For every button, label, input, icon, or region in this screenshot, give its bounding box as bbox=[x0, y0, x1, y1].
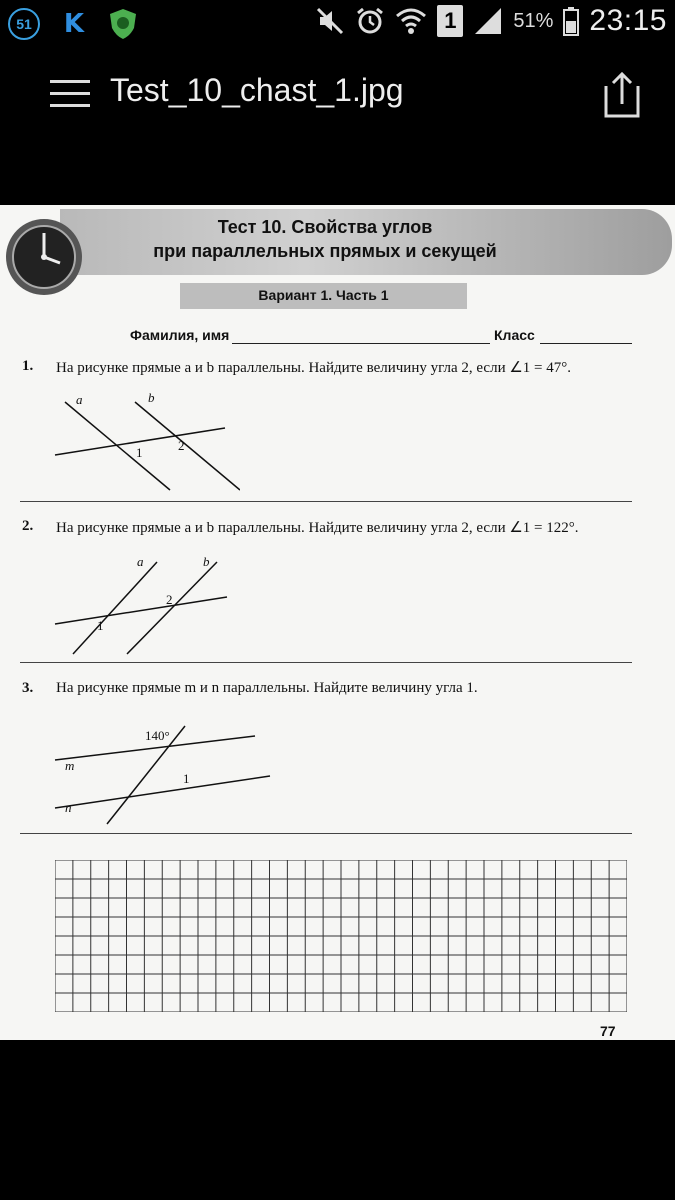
separator bbox=[20, 662, 632, 663]
separator bbox=[20, 501, 632, 502]
question-1-figure bbox=[40, 390, 240, 500]
separator bbox=[20, 833, 632, 834]
battery-percent: 51% bbox=[513, 9, 554, 32]
question-1-number: 1. bbox=[22, 358, 34, 374]
status-bar bbox=[0, 0, 675, 48]
file-title: Test_10_chast_1.jpg bbox=[110, 72, 404, 108]
q2-line-a-label: a bbox=[137, 554, 144, 569]
question-3-text: На рисунке прямые m и n параллельны. Найдите величину угла 1. bbox=[56, 680, 478, 696]
document-image[interactable] bbox=[0, 205, 675, 1040]
q1-angle2-label: 2 bbox=[178, 438, 185, 453]
question-2-number: 2. bbox=[22, 518, 34, 534]
question-2-figure bbox=[45, 550, 245, 660]
clock-icon bbox=[4, 217, 84, 297]
q2-angle1-label: 1 bbox=[97, 618, 104, 633]
k-app-icon: K bbox=[63, 9, 85, 39]
q1-line-a-label: a bbox=[76, 392, 83, 407]
wifi-icon bbox=[395, 6, 427, 36]
q2-angle2-label: 2 bbox=[166, 592, 173, 607]
q3-angle-given-label: 140° bbox=[145, 728, 170, 743]
question-3-number: 3. bbox=[22, 680, 34, 696]
alarm-icon bbox=[355, 6, 385, 36]
antivirus-shield-icon bbox=[108, 8, 138, 40]
variant-label: Вариант 1. Часть 1 bbox=[258, 287, 389, 303]
name-label: Фамилия, имя bbox=[130, 327, 230, 343]
page-number: 77 bbox=[600, 1023, 616, 1039]
q1-line-b-label: b bbox=[148, 390, 155, 405]
question-2-text: На рисунке прямые a и b параллельны. Найдите величину угла 2, если ∠1 = 122°. bbox=[56, 520, 579, 536]
notification-count-icon: 51 bbox=[8, 8, 40, 40]
name-field-line bbox=[232, 343, 490, 344]
mute-icon bbox=[315, 6, 345, 36]
test-title-line2: при параллельных прямых и секущей bbox=[153, 241, 497, 261]
q2-line-b-label: b bbox=[203, 554, 210, 569]
app-bar bbox=[0, 48, 675, 144]
battery-icon bbox=[563, 6, 579, 36]
class-field-line bbox=[540, 343, 632, 344]
q3-line-n-label: n bbox=[65, 800, 72, 815]
share-icon[interactable] bbox=[602, 70, 642, 118]
q3-line-m-label: m bbox=[65, 758, 75, 773]
menu-icon[interactable] bbox=[50, 80, 90, 108]
question-1-text: На рисунке прямые a и b параллельны. Найдите величину угла 2, если ∠1 = 47°. bbox=[56, 360, 571, 376]
q3-angle1-label: 1 bbox=[183, 771, 190, 786]
question-3-figure bbox=[45, 720, 275, 830]
status-clock: 23:15 bbox=[589, 4, 667, 37]
class-label: Класс bbox=[494, 327, 535, 343]
q1-angle1-label: 1 bbox=[136, 445, 143, 460]
test-title-line1: Тест 10. Свойства углов bbox=[217, 217, 433, 237]
signal-icon bbox=[473, 6, 503, 36]
answer-grid bbox=[55, 860, 627, 1012]
sim-slot-icon: 1 bbox=[437, 5, 463, 37]
